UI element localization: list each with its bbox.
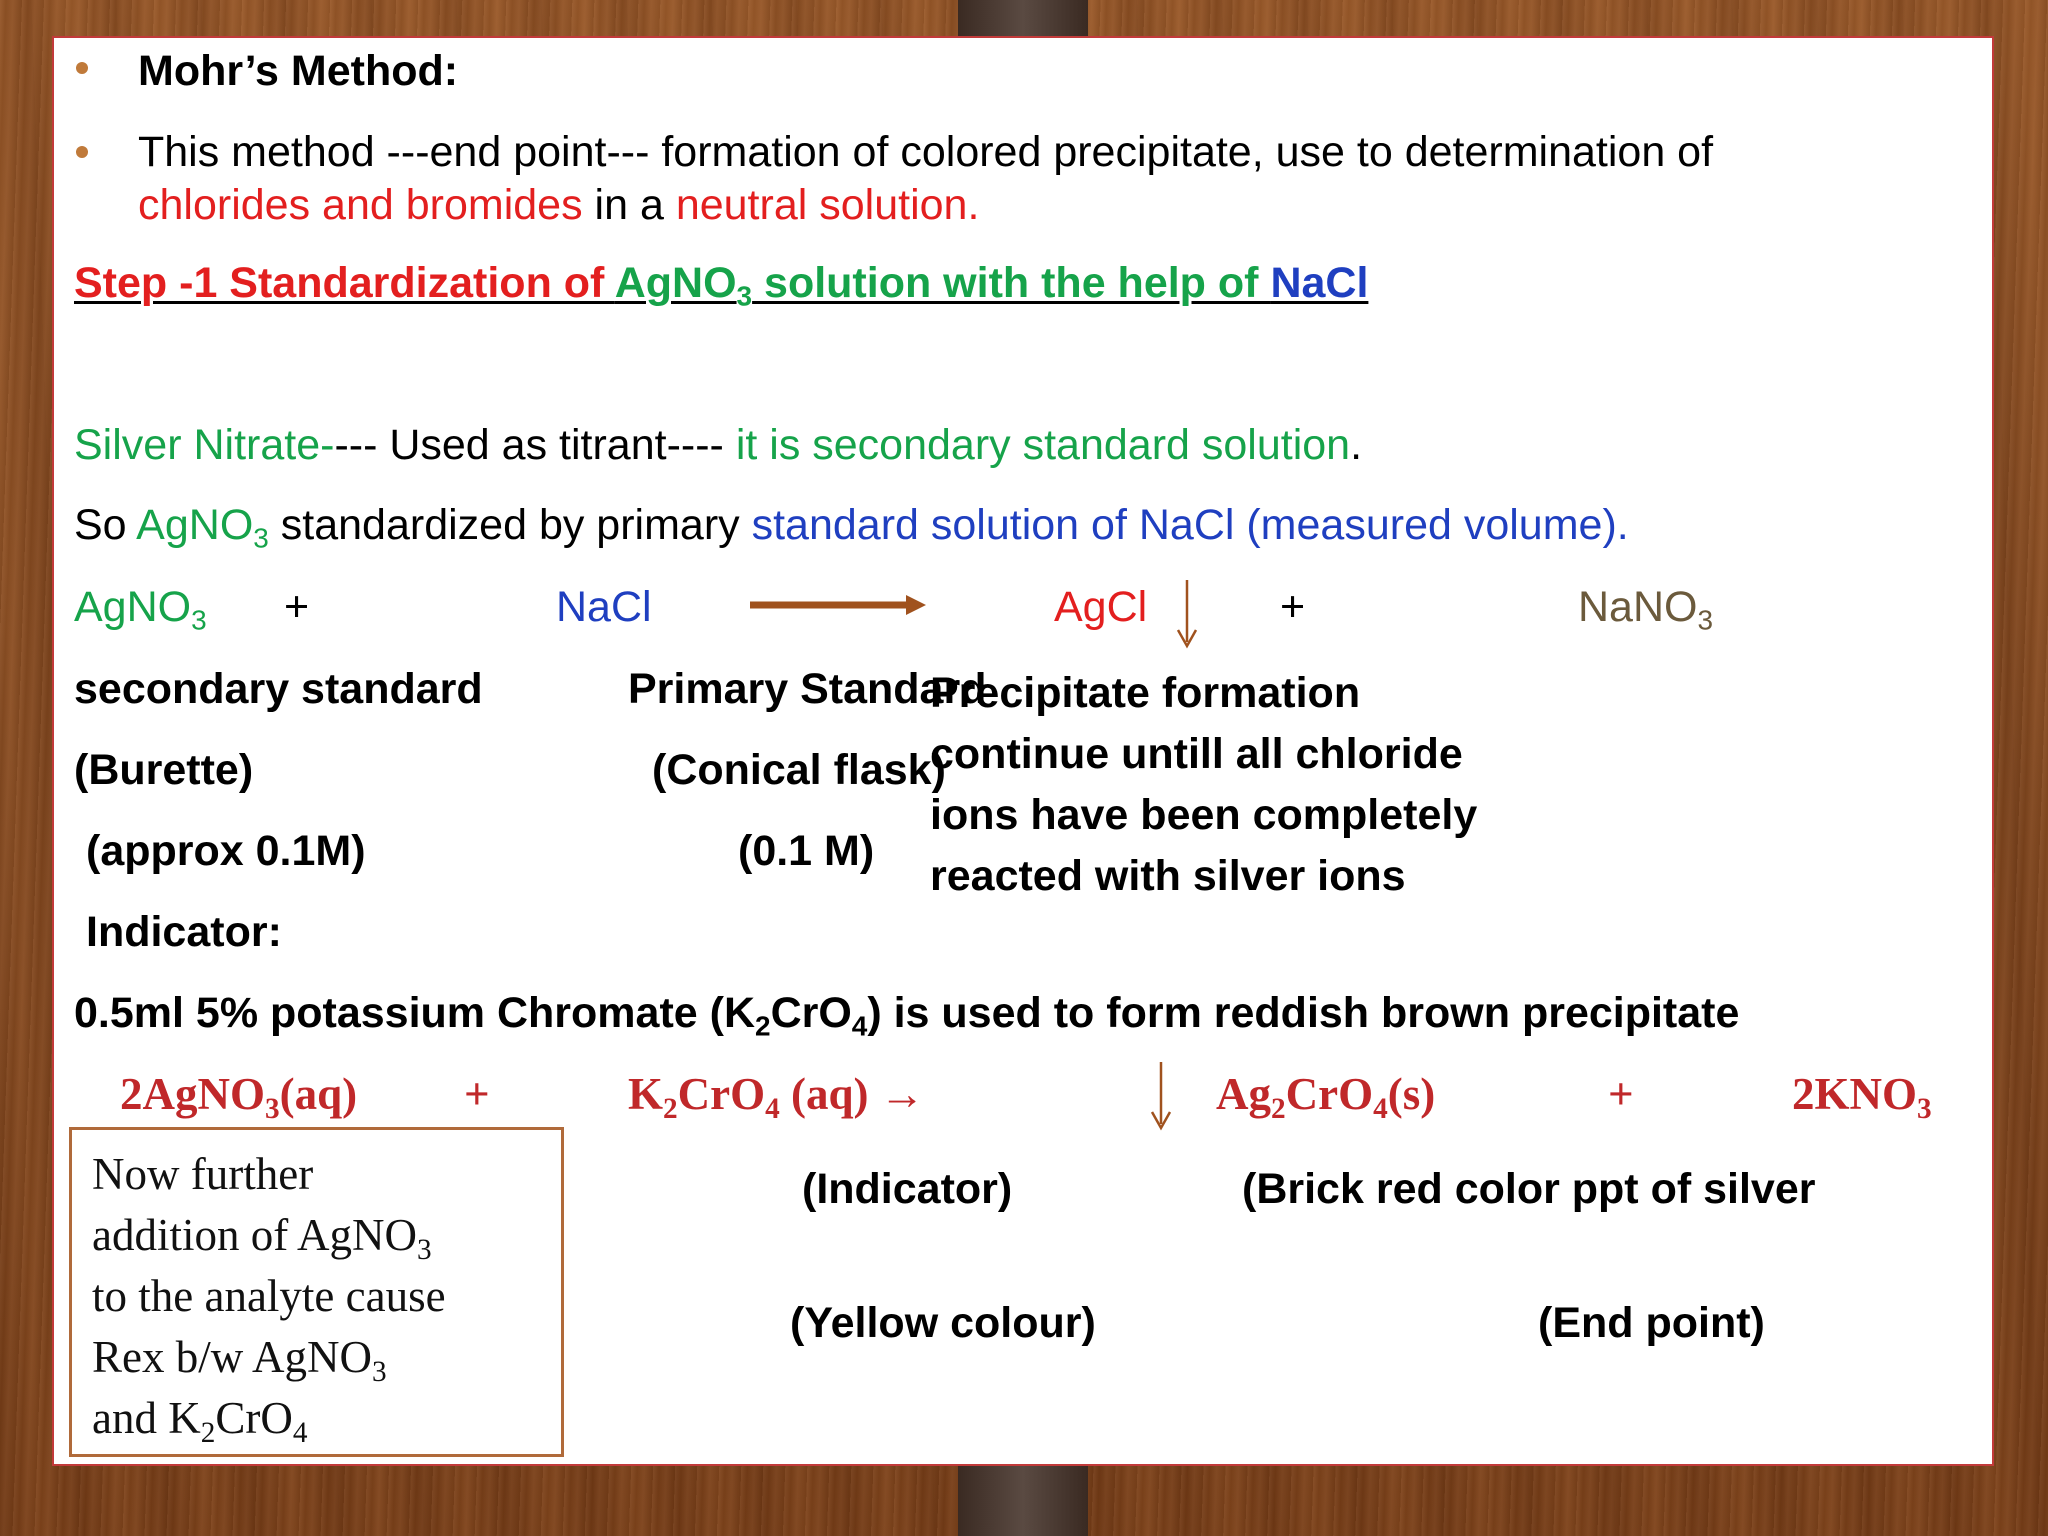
molarity-label: (0.1 M) [738, 827, 875, 875]
chromate-line: 0.5ml 5% potassium Chromate $(K_2CrO_4)$ is used to form reddish brown precipitate [74, 989, 1740, 1042]
eq1-plus: + [284, 583, 310, 631]
bottom-tab [958, 1466, 1088, 1536]
eq1-agcl: AgCl [1054, 583, 1148, 631]
eq2-ag2cro4: $Ag_2CrO_4(s)$ [1216, 1069, 1436, 1125]
silver-nitrate-line: Silver Nitrate---- Used as titrant---- it is secondary standard solution. [74, 421, 1363, 469]
reaction-note-box: Now further addition of AgNO$_3$ to the analyte cause Rex b/w AgNO$_3$ and $K_2CrO_4$ [69, 1127, 564, 1457]
step-heading: Step -1 Standardization of AgNO$_3$ solution with the help of NaCl [74, 259, 1369, 312]
eq2-plus: + [464, 1069, 490, 1119]
eq2-agno3: 2AgNO$_3$(aq) [120, 1069, 358, 1125]
end-point-label: (End point) [1538, 1299, 1765, 1347]
yellow-colour-label: (Yellow colour) [790, 1299, 1096, 1347]
precipitate-note-line: continue untill all chloride [930, 730, 1463, 778]
precipitate-note-line: reacted with silver ions [930, 852, 1406, 900]
precipitate-note-line: ions have been completely [930, 791, 1478, 839]
eq2-kno3: $2KNO_3$ [1792, 1069, 1932, 1125]
method-title: Mohr’s Method: [138, 47, 459, 95]
top-tab [958, 0, 1088, 40]
precipitate-note-line: Precipitate formation [930, 669, 1361, 717]
indicator-heading: Indicator: [86, 908, 282, 956]
eq2-k2cro4: $K_2CrO_4$ (aq) → [628, 1069, 925, 1125]
slide [52, 36, 1994, 1466]
eq1-agno3: AgNO$_3$ [74, 583, 207, 636]
neutral-solution-text: neutral solution. [675, 181, 980, 229]
method-description-line1: This method ---end point--- formation of colored precipitate, use to determination of [138, 128, 1714, 176]
burette-label: (Burette) [74, 746, 254, 794]
eq1-nano3: NaNO$_3$ [1578, 583, 1714, 636]
conical-flask-label: (Conical flask) [652, 746, 946, 794]
chlorides-text: chlorides and bromides [138, 181, 583, 229]
indicator-label: (Indicator) [802, 1165, 1013, 1213]
eq2-plus2: + [1608, 1069, 1634, 1119]
eq1-plus2: + [1280, 583, 1306, 631]
reaction-arrow-icon [748, 590, 928, 620]
secondary-standard-label: secondary standard [74, 665, 483, 713]
eq1-nacl: NaCl [556, 583, 652, 631]
bullet-dot [76, 146, 88, 158]
approx-molarity-label: (approx 0.1M) [86, 827, 366, 875]
standardized-line: So AgNO$_3$ standardized by primary standard solution of NaCl (measured volume). [74, 501, 1629, 554]
precipitate-down-arrow-icon [1172, 578, 1202, 650]
precipitate-down-arrow-icon [1146, 1060, 1176, 1132]
brick-red-label: (Brick red color ppt of silver [1242, 1165, 1816, 1213]
bullet-dot [76, 62, 88, 74]
method-description-line2: chlorides and bromides in a neutral solution. [138, 181, 980, 229]
primary-standard-label: Primary Standard [628, 665, 987, 713]
